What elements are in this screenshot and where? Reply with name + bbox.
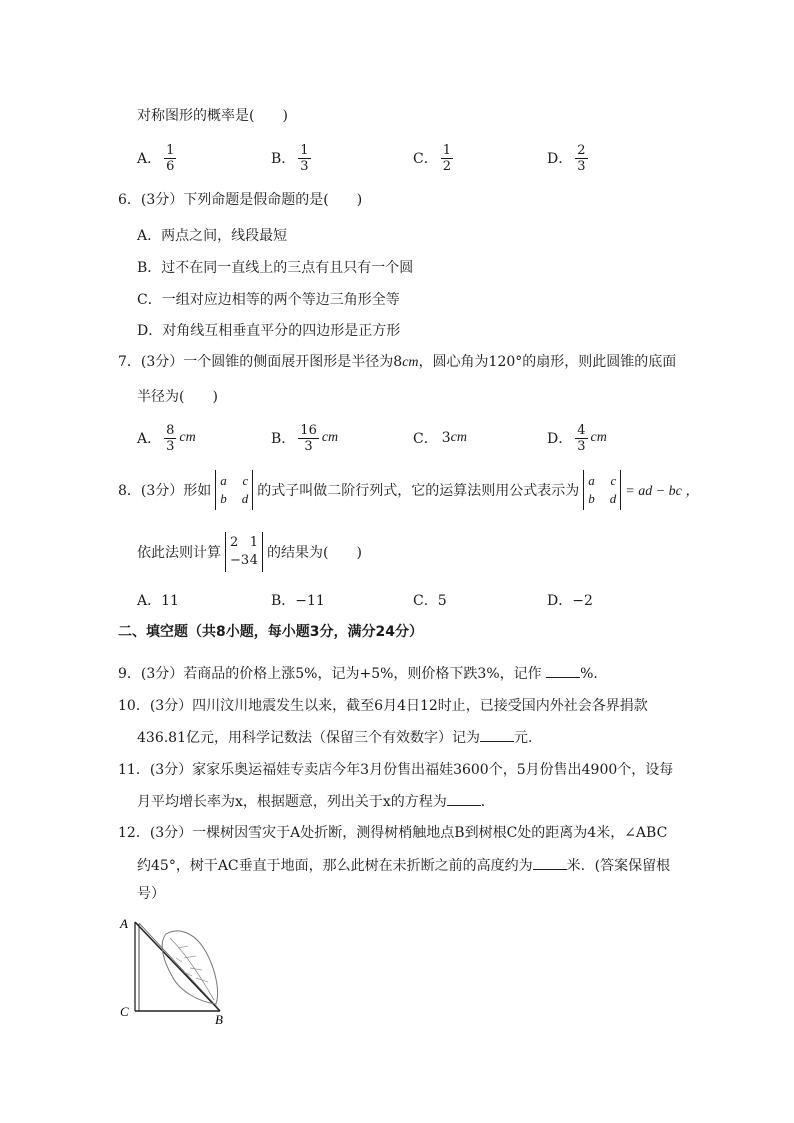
determinant-symbolic: a c b d <box>215 470 253 510</box>
q12-stem-end: 号） <box>137 886 165 902</box>
q5-option-d[interactable] <box>547 138 591 178</box>
q5-stem-tail: 对称图形的概率是( ) <box>137 108 288 124</box>
option-letter: D． <box>547 151 573 167</box>
label-b: B <box>215 1012 223 1027</box>
q8-option-d[interactable]: D．−2 <box>547 593 593 609</box>
fraction: $\frac{4}{3}$ <box>577 422 586 454</box>
fraction: $\frac{1}{3}$ <box>300 142 309 174</box>
q7-option-c[interactable]: C． 3 cm <box>413 430 467 447</box>
q5-option-c[interactable] <box>413 138 456 178</box>
q12-stem-cont: 约45°，树干AC垂直于地面，那么此树在未折断之前的高度约为 米．(答案保留根 <box>137 855 670 876</box>
label-a: A <box>120 916 128 931</box>
tree-crown <box>162 931 217 1004</box>
q9-stem: 9．(3分）若商品的价格上涨5%，记为+5%，则价格下跌3%，记作 %． <box>118 663 607 684</box>
broken-tree-figure <box>118 912 238 1027</box>
answer-blank[interactable] <box>480 727 514 742</box>
answer-blank[interactable] <box>447 791 481 806</box>
q5-option-a[interactable] <box>137 138 179 178</box>
q10-stem-cont: 436.81亿元，用科学记数法（保留三个有效数字）记为 元． <box>137 727 542 748</box>
determinant-numeric: 2 1 −3 4 <box>225 532 263 572</box>
q7-option-a[interactable]: A． $\frac{8}{3}$ cm <box>137 422 196 454</box>
answer-blank[interactable] <box>533 855 567 870</box>
fraction: $\frac{1}{6}$ <box>166 142 175 174</box>
fraction: $\frac{8}{3}$ <box>166 422 175 454</box>
option-letter: B． <box>271 151 296 167</box>
q11-stem: 11．(3分）家家乐奥运福娃专卖店今年3月份售出福娃3600个，5月份售出4900个，设每 <box>118 762 674 778</box>
q7-stem: 7．(3分）一个圆锥的侧面展开图形是半径为8cm，圆心角为120°的扇形，则此圆锥的底面 <box>118 354 677 370</box>
q6-stem: 6．(3分）下列命题是假命题的是( ) <box>118 192 363 208</box>
q8-option-a[interactable]: A．11 <box>137 593 179 609</box>
fraction: $\frac{2}{3}$ <box>577 142 586 174</box>
q6-option-c[interactable]: C．一组对应边相等的两个等边三角形全等 <box>137 292 400 308</box>
section-heading-fill-in: 二、填空题（共8小题，每小题3分，满分24分） <box>118 624 423 640</box>
q7-option-d[interactable]: D． $\frac{4}{3}$ cm <box>547 422 607 454</box>
label-c: C <box>120 1004 129 1019</box>
q6-option-a[interactable]: A．两点之间，线段最短 <box>137 228 288 244</box>
q8-stem: 8．(3分）形如 a c b d 的式子叫做二阶行列式，它的运算法则用公式表示为 a c b d = ad − bc ， <box>118 470 699 510</box>
q8-compute: 依此法则计算 2 1 −3 4 的结果为( ) <box>137 532 362 572</box>
answer-blank[interactable] <box>546 663 580 678</box>
q8-option-b[interactable]: B．−11 <box>271 593 325 609</box>
q12-stem: 12．(3分）一棵树因雪灾于A处折断，测得树梢触地点B到树根C处的距离为4米，∠ABC <box>118 825 668 841</box>
q8-option-c[interactable]: C．5 <box>413 593 447 609</box>
fraction: $\frac{1}{2}$ <box>442 142 451 174</box>
fallen-branch <box>135 922 220 1011</box>
q7-stem-cont: 半径为( ) <box>137 389 218 405</box>
option-letter: A． <box>137 151 162 167</box>
q10-stem: 10．(3分）四川汶川地震发生以来，截至6月4日12时止，已接受国内外社会各界捐款 <box>118 698 648 714</box>
q7-option-b[interactable]: B． $\frac{16}{3}$ cm <box>271 422 339 454</box>
determinant-formula: a c b d <box>583 470 621 510</box>
q6-option-d[interactable]: D．对角线互相垂直平分的四边形是正方形 <box>137 323 401 339</box>
option-letter: C． <box>413 151 438 167</box>
q5-option-b[interactable] <box>271 138 314 178</box>
q11-stem-cont: 月平均增长率为x，根据题意，列出关于x的方程为 ． <box>137 791 495 812</box>
q6-option-b[interactable]: B．过不在同一直线上的三点有且只有一个圆 <box>137 260 414 276</box>
fraction: $\frac{16}{3}$ <box>300 422 317 454</box>
